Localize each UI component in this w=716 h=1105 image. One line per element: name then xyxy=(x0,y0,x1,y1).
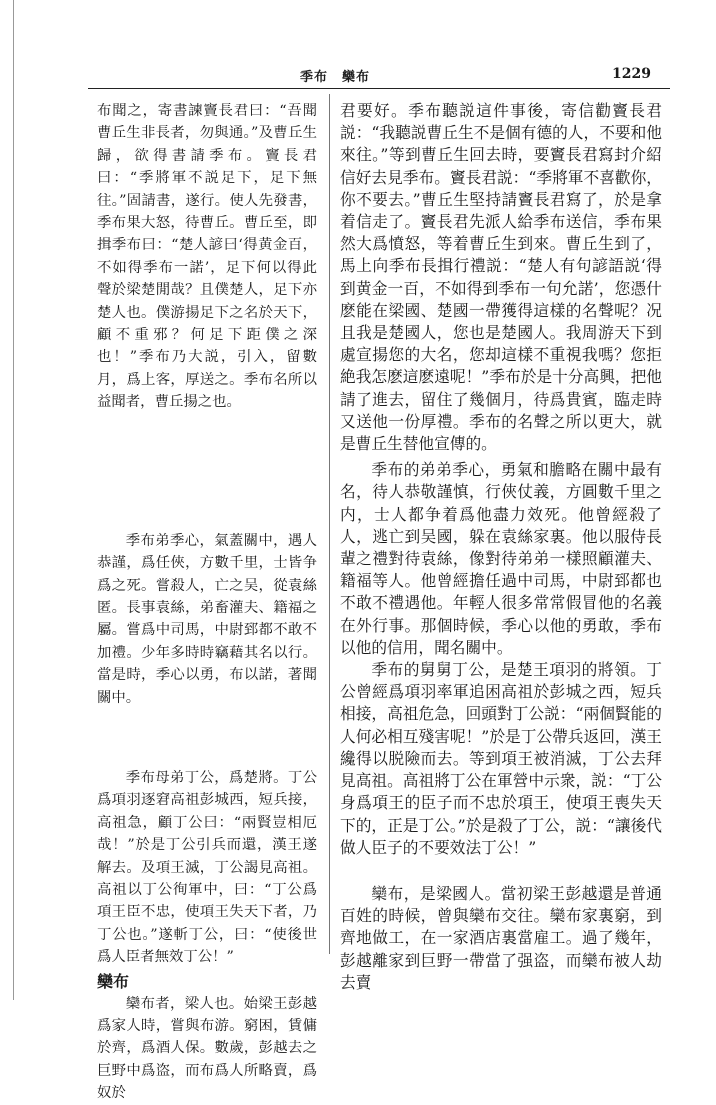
binding-edge-line xyxy=(13,0,14,1000)
classical-text-column xyxy=(97,100,317,1105)
classical-paragraph-ding-gong: 季布母弟丁公，爲楚將。丁公爲項羽逐窘高祖彭城西，短兵接，高祖急，顧丁公曰：“兩賢豈相厄哉！”於是丁公引兵而還，漢王遂解去。及項王滅，丁公謁見高祖。高祖以丁公徇軍中，曰：“丁公爲項王臣不忠，使項王失天下者，乃丁公也。”遂斬丁公，曰：“使後世爲人臣者無效丁公！” xyxy=(97,769,317,966)
classical-paragraph-cao-qiu: 布聞之，寄書諫竇長君曰：“吾聞曹丘生非長者，勿與通。”及曹丘生歸，欲得書請季布。竇長君曰：“季將軍不説足下，足下無往。”固請書，遂行。使人先發書，季布果大怒，待曹丘。曹丘至，即揖季布曰：“楚人諺曰‘得黄金百，不如得季布一諾’，足下何以得此聲於梁楚閒哉？且僕楚人，足下亦楚人也。僕游揚足下之名於天下，顧不重邪？何足下距僕之深也！”季布乃大説，引入，留數月，爲上客，厚送之。季布名所以益聞者，曹丘揚之也。 xyxy=(97,103,317,411)
classical-paragraph-ji-xin: 季布弟季心，氣蓋關中，遇人恭謹，爲任俠，方數千里，士皆争爲之死。嘗殺人，亡之吴，從袁絲匿。長事袁絲，弟畜灌夫、籍福之屬。嘗爲中司馬，中尉郅都不敢不加禮。少年多時時竊藉其名以行。當是時，季心以勇，布以諾，著聞關中。 xyxy=(97,532,317,706)
column-divider xyxy=(329,94,330,954)
page-number: 1229 xyxy=(612,66,651,82)
header-rule xyxy=(88,88,670,89)
section-title-luan-bu: 欒布 xyxy=(97,971,130,991)
classical-paragraph-luan-bu: 欒布者，梁人也。始梁王彭越爲家人時，嘗與布游。窮困，賃傭於齊，爲酒人保。數歲，彭越去之巨野中爲盗，而布爲人所略賣，爲奴於 xyxy=(97,995,317,1102)
translation-text-column xyxy=(340,100,662,994)
translation-paragraph-ding-gong: 季布的舅舅丁公，是楚王項羽的將領。丁公曾經爲項羽率軍追困高祖於彭城之西，短兵相接，高祖危急，回頭對丁公説：“兩個賢能的人何必相互殘害呢！”於是丁公帶兵返回，漢王纔得以脱險而去。等到項王被消滅，丁公去拜見高祖。高祖將丁公在軍營中示衆，説：“丁公身爲項王的臣子而不忠於項王，使項王喪失天下的，正是丁公。”於是殺了丁公，説：“讓後代做人臣子的不要效法丁公！” xyxy=(340,660,662,857)
translation-paragraph-cao-qiu: 君要好。季布聽説這件事後，寄信勸竇長君説：“我聽説曹丘生不是個有德的人，不要和他來往。”等到曹丘生回去時，要竇長君寫封介紹信好去見季布。竇長君説：“季將軍不喜歡你，你不要去。”曹丘生堅持請竇長君寫了，於是拿着信走了。竇長君先派人給季布送信，季布果然大爲憤怒，等着曹丘生到來。曹丘生到了，馬上向季布長揖行禮説：“楚人有句諺語説‘得到黄金一百，不如得到季布一句允諾’，您憑什麽能在梁國、楚國一帶獲得這樣的名聲呢？况且我是楚國人，您也是楚國人。我周游天下到處宣揚您的大名，您却這樣不重視我嗎？您拒絶我怎麽這麽遠呢！”季布於是十分高興，把他請了進去，留住了幾個月，待爲貴賓，臨走時又送他一份厚禮。季布的名聲之所以更大，就是曹丘生替他宣傳的。 xyxy=(340,101,662,454)
translation-paragraph-ji-xin: 季布的弟弟季心，勇氣和膽略在關中最有名，待人恭敬謹慎，行俠仗義，方圓數千里之内，士人都争着爲他盡力效死。他曾經殺了人，逃亡到吴國，躲在袁絲家裏。他以服侍長輩之禮對待袁絲，像對待弟弟一樣照顧灌夫、籍福等人。他曾經擔任過中司馬，中尉郅都也不敢不禮遇他。年輕人很多常常假冒他的名義在外行事。那個時候，季心以他的勇敢，季布以他的信用，聞名關中。 xyxy=(340,460,662,657)
running-header-title: 季布 欒布 xyxy=(300,70,371,85)
translation-paragraph-luan-bu: 欒布，是梁國人。當初梁王彭越還是普通百姓的時候，曾與欒布交往。欒布家裏窮，到齊地做工，在一家酒店裏當雇工。過了幾年，彭越離家到巨野一帶當了强盗，而欒布被人劫去賣 xyxy=(340,883,662,992)
